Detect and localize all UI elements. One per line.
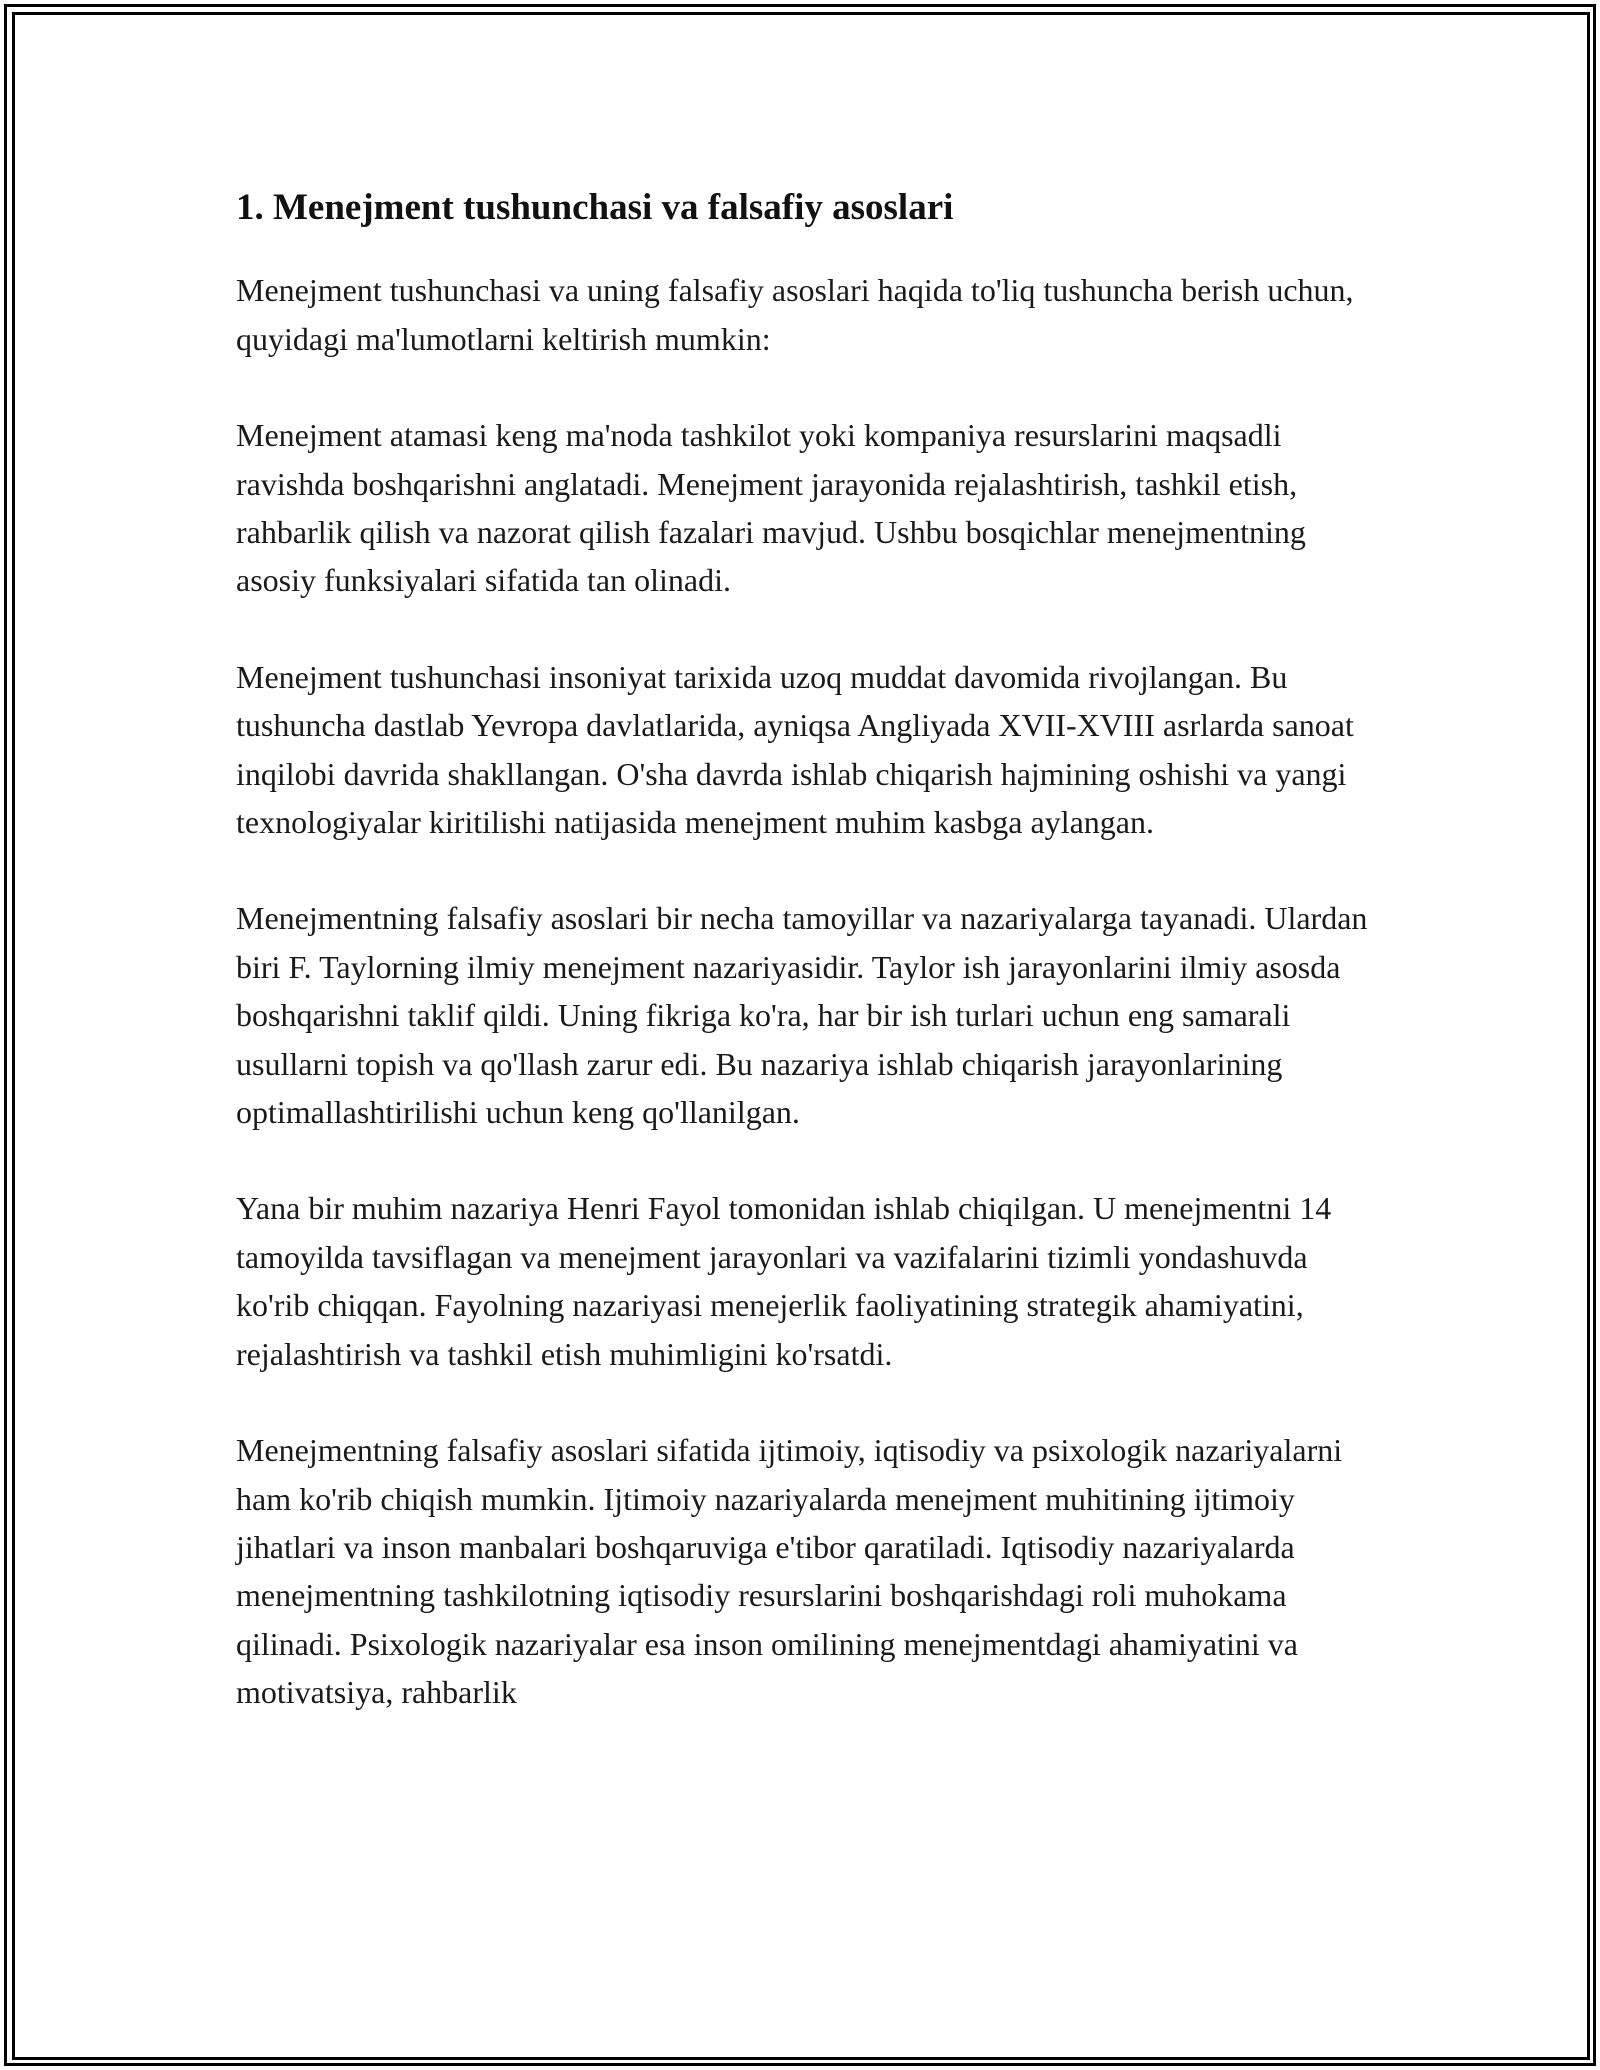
paragraph-intro: Menejment tushunchasi va uning falsafiy asoslari haqida to'liq tushuncha berish uchun, quyidagi ma'lumotlarni keltirish mumkin: bbox=[236, 272, 1354, 357]
paragraph-history: Menejment tushunchasi insoniyat tarixida uzoq muddat davomida rivojlangan. Bu tushuncha dastlab Yevropa davlatlarida, ayniqsa Angliyada XVII-XVIII asrlarda sanoat inqilobi davrida shakllangan. O'sha davrda ishlab chiqarish hajmining oshishi va yangi texnologiyalar kiritilishi natijasida menejment muhim kasbga aylangan. bbox=[236, 658, 1354, 841]
paragraph-fayol: Yana bir muhim nazariya Henri Fayol tomonidan ishlab chiqilgan. U menejmentni 14 tamoyilda tavsiflagan va menejment jarayonlari va vazifalarini tizimli yondashuvda ko'rib chiqqan. Fayolning nazariyasi menejerlik faoliyatining strategik ahamiyatini, rejalashtirish va tashkil etish muhimligini ko'rsatdi. bbox=[236, 1190, 1332, 1372]
document-body bbox=[236, 186, 1376, 1765]
paragraph-taylor: Menejmentning falsafiy asoslari bir necha tamoyillar va nazariyalarga tayanadi. Ulardan biri F. Taylorning ilmiy menejment nazariyasidir. Taylor ish jarayonlarini ilmiy asosda boshqarishni taklif qildi. Uning fikriga ko'ra, har bir ish turlari uchun eng samarali usullarni topish va qo'llash zarur edi. Bu nazariya ishlab chiqarish jarayonlarining optimallashtirilishi uchun keng qo'llanilgan. bbox=[236, 900, 1368, 1131]
paragraph-definition: Menejment atamasi keng ma'noda tashkilot yoki kompaniya resurslarini maqsadli ravishda boshqarishni anglatadi. Menejment jarayonida rejalashtirish, tashkil etish, rahbarlik qilish va nazorat qilish fazalari mavjud. Ushbu bosqichlar menejmentning asosiy funksiyalari sifatida tan olinadi. bbox=[236, 417, 1306, 599]
paragraph-theories: Menejmentning falsafiy asoslari sifatida ijtimoiy, iqtisodiy va psixologik nazariyalarni ham ko'rib chiqish mumkin. Ijtimoiy nazariyalarda menejment muhitining ijtimoiy jihatlari va inson manbalari boshqaruviga e'tibor qaratiladi. Iqtisodiy nazariyalarda menejmentning tashkilotning iqtisodiy resurslarini boshqarishdagi roli muhokama qilinadi. Psixologik nazariyalar esa inson omilining menejmentdagi ahamiyatini va motivatsiya, rahbarlik bbox=[236, 1432, 1343, 1711]
section-heading: 1. Menejment tushunchasi va falsafiy asoslari bbox=[236, 187, 954, 228]
